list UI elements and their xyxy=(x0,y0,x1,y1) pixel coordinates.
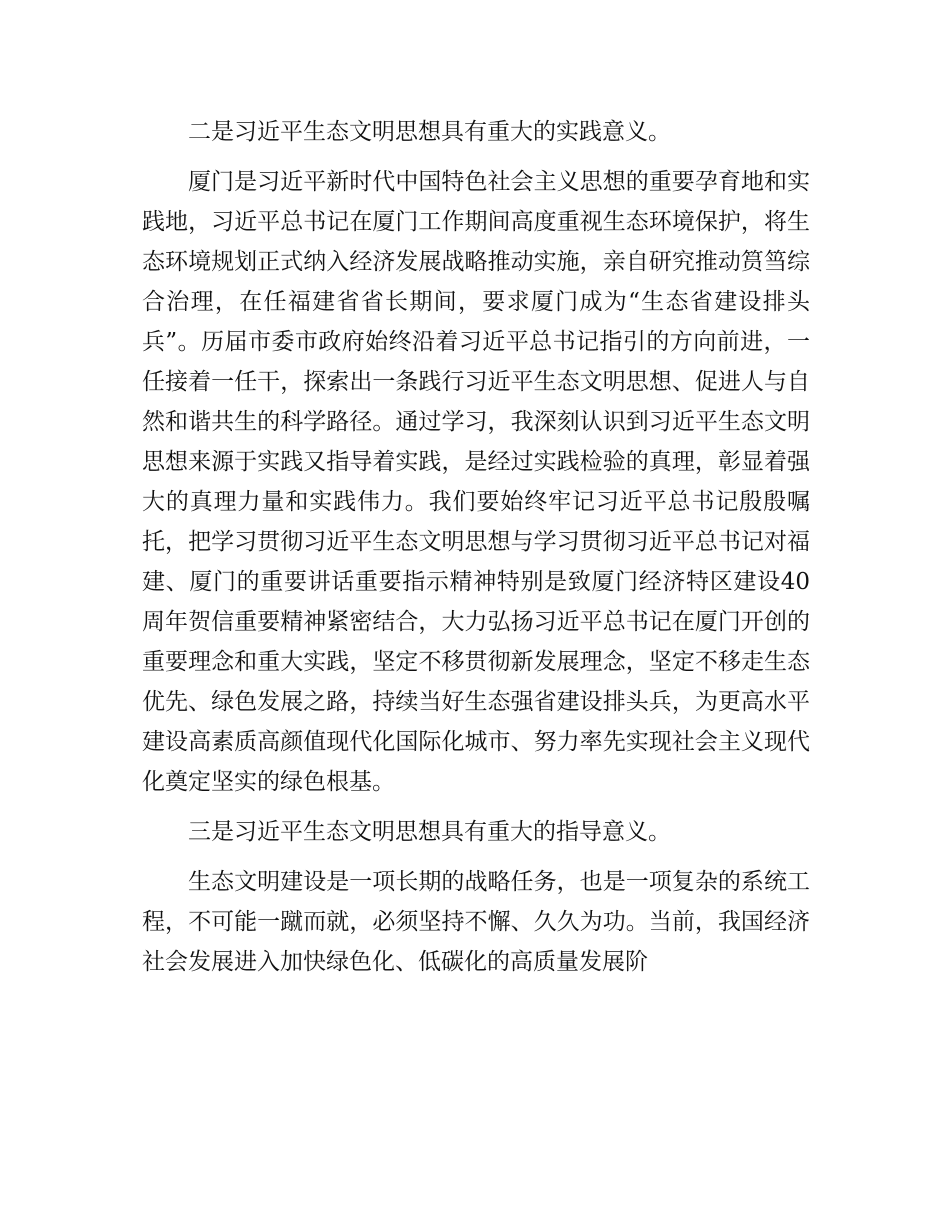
paragraph-xiamen-practice: 厦门是习近平新时代中国特色社会主义思想的重要孕育地和实践地，习近平总书记在厦门工作期间高度重视生态环境保护，将生态环境规划正式纳入经济发展战略推动实施，亲自研究推动筼筜综合治理，在任福建省省长期间，要求厦门成为“生态省建设排头兵”。历届市委市政府始终沿着习近平总书记指引的方向前进，一任接着一任干，探索出一条践行习近平生态文明思想、促进人与自然和谐共生的科学路径。通过学习，我深刻认识到习近平生态文明思想来源于实践又指导着实践，是经过实践检验的真理，彰显着强大的真理力量和实践伟力。我们要始终牢记习近平总书记殷殷嘱托，把学习贯彻习近平生态文明思想与学习贯彻习近平总书记对福建、厦门的重要讲话重要指示精神特别是致厦门经济特区建设40周年贺信重要精神紧密结合，大力弘扬习近平总书记在厦门开创的重要理念和重大实践，坚定不移贯彻新发展理念，坚定不移走生态优先、绿色发展之路，持续当好生态强省建设排头兵，为更高水平建设高素质高颜值现代化国际化城市、努力率先实现社会主义现代化奠定坚实的绿色根基。 xyxy=(142,169,810,795)
section-heading-practice: 二是习近平生态文明思想具有重大的实践意义。 xyxy=(188,119,671,145)
section-heading-guidance: 三是习近平生态文明思想具有重大的指导意义。 xyxy=(188,819,671,845)
document-body xyxy=(142,112,810,992)
paragraph-ecological-civilization: 生态文明建设是一项长期的战略任务，也是一项复杂的系统工程，不可能一蹴而就，必须坚持不懈、久久为功。当前，我国经济社会发展进入加快绿色化、低碳化的高质量发展阶 xyxy=(142,869,810,975)
